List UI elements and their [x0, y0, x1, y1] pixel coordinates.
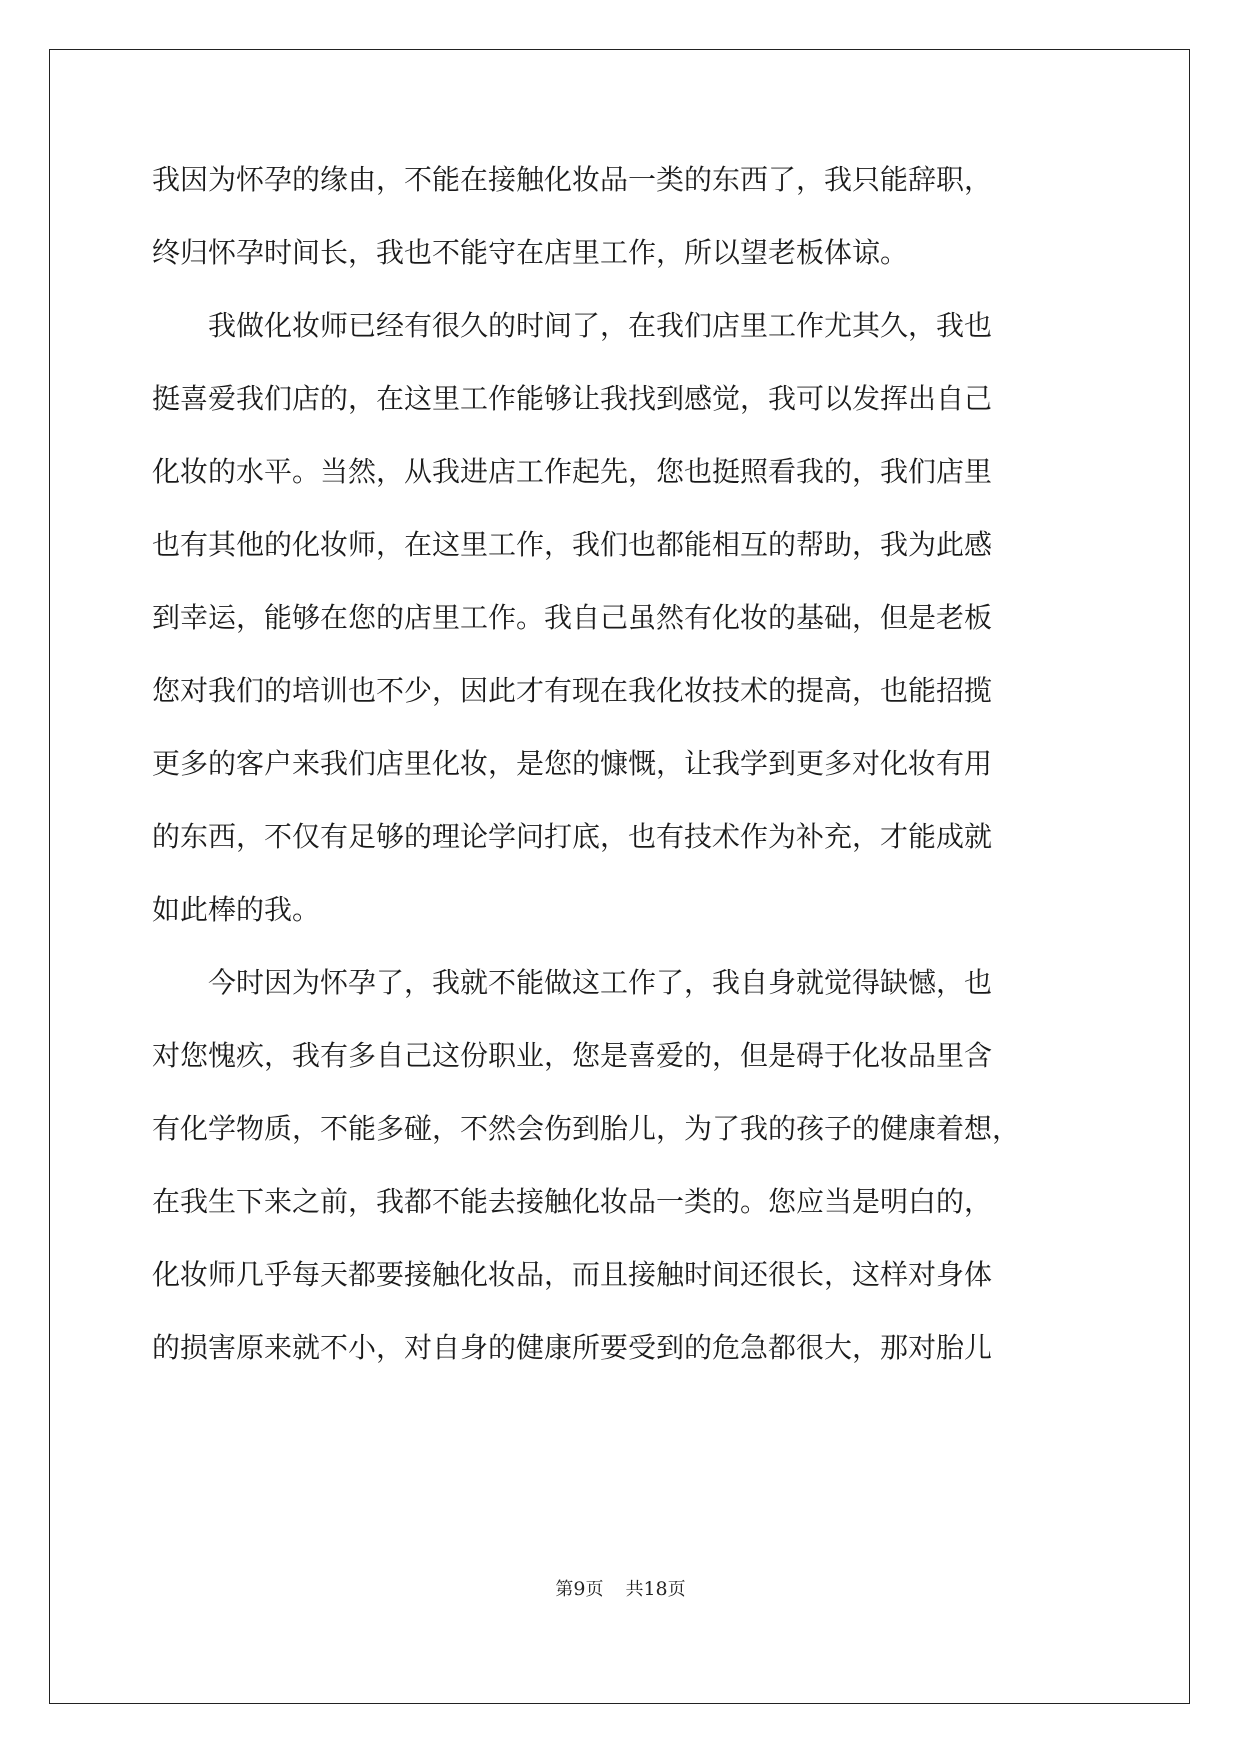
total-suffix: 页 [667, 1579, 686, 1600]
body-line-15: 在我生下来之前，我都不能去接触化妆品一类的。您应当是明白的， [152, 1185, 993, 1218]
body-line-16: 化妆师几乎每天都要接触化妆品，而且接触时间还很长，这样对身体 [152, 1258, 993, 1291]
total-pages: 18 [643, 1578, 668, 1600]
body-line-5: 化妆的水平。当然，从我进店工作起先，您也挺照看我的，我们店里 [152, 455, 993, 488]
body-line-2: 终归怀孕时间长，我也不能守在店里工作，所以望老板体谅。 [152, 236, 909, 269]
body-line-4: 挺喜爱我们店的，在这里工作能够让我找到感觉，我可以发挥出自己 [152, 382, 993, 415]
body-line-10: 的东西，不仅有足够的理论学问打底，也有技术作为补充，才能成就 [152, 820, 993, 853]
body-line-3: 我做化妆师已经有很久的时间了，在我们店里工作尤其久，我也 [152, 309, 993, 342]
page-footer [0, 1577, 1241, 1602]
total-prefix: 共 [625, 1579, 644, 1600]
body-line-17: 的损害原来就不小，对自身的健康所要受到的危急都很大，那对胎儿 [152, 1331, 993, 1364]
body-line-14: 有化学物质，不能多碰，不然会伤到胎儿，为了我的孩子的健康着想， [152, 1112, 1021, 1145]
body-line-9: 更多的客户来我们店里化妆，是您的慷慨，让我学到更多对化妆有用 [152, 747, 993, 780]
page-suffix: 页 [585, 1579, 604, 1600]
body-line-7: 到幸运，能够在您的店里工作。我自己虽然有化妆的基础，但是老板 [152, 601, 993, 634]
body-line-1: 我因为怀孕的缘由，不能在接触化妆品一类的东西了，我只能辞职， [152, 163, 993, 196]
body-line-6: 也有其他的化妆师，在这里工作，我们也都能相互的帮助，我为此感 [152, 528, 993, 561]
body-line-13: 对您愧疚，我有多自己这份职业，您是喜爱的，但是碍于化妆品里含 [152, 1039, 993, 1072]
body-line-12: 今时因为怀孕了，我就不能做这工作了，我自身就觉得缺憾，也 [152, 966, 993, 999]
body-line-8: 您对我们的培训也不少，因此才有现在我化妆技术的提高，也能招揽 [152, 674, 993, 707]
page-number: 9 [573, 1578, 586, 1600]
page-prefix: 第 [555, 1579, 574, 1600]
page-border [49, 49, 1190, 1704]
body-line-11: 如此棒的我。 [152, 893, 321, 926]
